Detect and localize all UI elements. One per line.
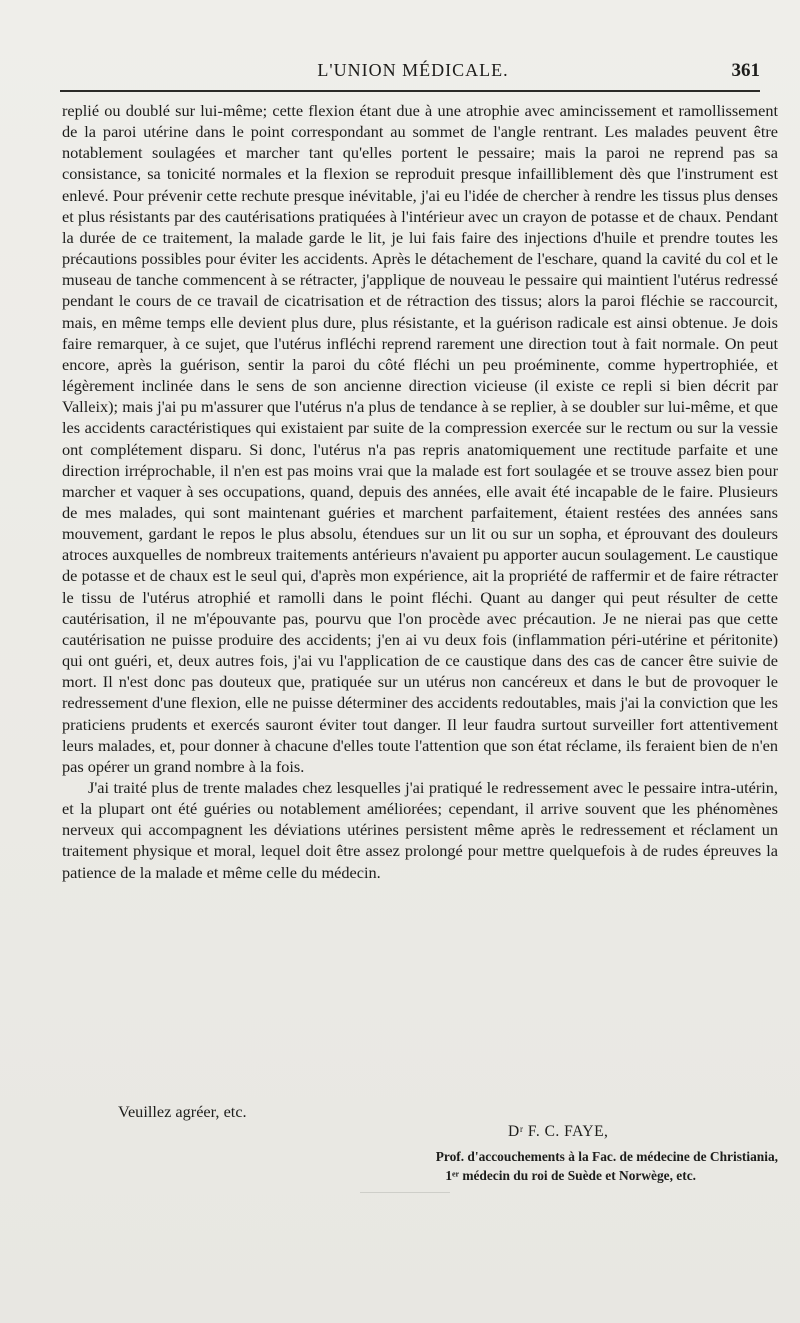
paragraph-2: J'ai traité plus de trente malades chez lesquelles j'ai pratiqué le redressement avec le pessaire intra-utérin, et la plupart ont été guéries ou notablement améliorées; cependant, il arrive souvent que les phénomènes nerveux qui accompagnent les déviations utérines persistent même après le redressement et réclament un traitement physique et moral, lequel doit être assez prolongé pour mettre quelquefois à de rudes épreuves la patience de la malade et même celle du médecin. [62,778,778,882]
closing-formula: Veuillez agréer, etc. [118,1102,247,1121]
page-number: 361 [731,60,760,81]
page-header [62,58,764,88]
article-body [62,100,778,883]
signature-name: Dʳ F. C. FAYE, [508,1123,609,1140]
running-title: L'UNION MÉDICALE. [317,60,509,80]
signature-title-line-1: Prof. d'accouchements à la Fac. de médecine de Christiania, [435,1149,778,1164]
header-rule [60,90,760,92]
paragraph-1: replié ou doublé sur lui-même; cette flexion étant due à une atrophie avec amincissement et ramollissement de la paroi utérine dans le point correspondant au sommet de l'angle rentrant. Les malades peuvent être notablement soulagées et marcher tant qu'elles portent le pessaire; mais la paroi ne reprend pas sa consistance, sa tonicité normales et la flexion se reproduit presque infailliblement dès que l'instrument est enlevé. Pour prévenir cette rechute presque inévitable, j'ai eu l'idée de chercher à rendre les tissus plus denses et plus résistants par des cautérisations pratiquées à l'intérieur avec un crayon de potasse et de chaux. Pendant la durée de ce traitement, la malade garde le lit, je lui fais faire des injections d'huile et prendre toutes les précautions possibles pour éviter les accidents. Après le détachement de l'eschare, quand la cavité du col et le museau de tanche commencent à se rétracter, j'applique de nouveau le pessaire qui maintient l'utérus redressé pendant le cours de ce travail de cicatrisation et de rétraction des tissus; alors la paroi fléchie se raccourcit, mais, en même temps elle devient plus dure, plus résistante, et la guérison radicale est ainsi obtenue. Je dois faire remarquer, à ce sujet, que l'utérus infléchi reprend rarement une direction tout à fait normale. On peut encore, après la guérison, sentir la paroi du côté fléchi un peu proéminente, comme hypertrophiée, et légèrement inclinée dans le sens de son ancienne direction vicieuse (il existe ce repli si bien décrit par Valleix); mais j'ai pu m'assurer que l'utérus n'a plus de tendance à se replier, à se doubler sur lui-même, et que les accidents caractéristiques qui existaient par suite de la compression exercée sur le rectum ou sur la vessie ont complétement disparu. Si donc, l'utérus n'a pas repris anatomiquement une rectitude parfaite et une direction irréprochable, il n'en est pas moins vrai que la malade est fort soulagée et se trouve assez bien pour marcher et vaquer à ses occupations, quand, depuis des années, elle avait été incapable de le faire. Plusieurs de mes malades, qui sont maintenant guéries et marchent parfaitement, étaient restées des années sans mouvement, gardant le repos le plus absolu, étendues sur un lit ou sur un sopha, et éprouvant des douleurs atroces auxquelles de nombreux traitements antérieurs n'avaient pu apporter aucun soulagement. Le caustique de potasse et de chaux est le seul qui, d'après mon expérience, ait la propriété de raffermir et de faire rétracter le tissu de l'utérus atrophié et ramolli dans le point fléchi. Quant au danger qui peut résulter de cette cautérisation, il ne m'épouvante pas, pourvu que l'on procède avec précaution. Je ne nierai pas que cette cautérisation ne puisse produire des accidents; j'en ai vu deux fois (inflammation péri-utérine et péritonite) qui ont guéri, et, deux autres fois, j'ai vu l'application de ce caustique dans des cas de cancer être suivie de mort. Il n'est donc pas douteux que, pratiquée sur un utérus non cancéreux et dans le but de provoquer le redressement d'une flexion, elle ne puisse déterminer des accidents redoutables, mais j'ai la conviction que les praticiens prudents et exercés sauront éviter tout danger. Il leur faudra surtout surveiller fort attentivement leurs malades, et, pour donner à chacune d'elles toute l'attention que son état réclame, ils feraient bien de n'en pas opérer un grand nombre à la fois. [62,101,778,776]
bleed-through-rule [360,1192,450,1193]
signature-title-line-2: 1ᵉʳ médecin du roi de Suède et Norwège, etc. [445,1168,696,1183]
